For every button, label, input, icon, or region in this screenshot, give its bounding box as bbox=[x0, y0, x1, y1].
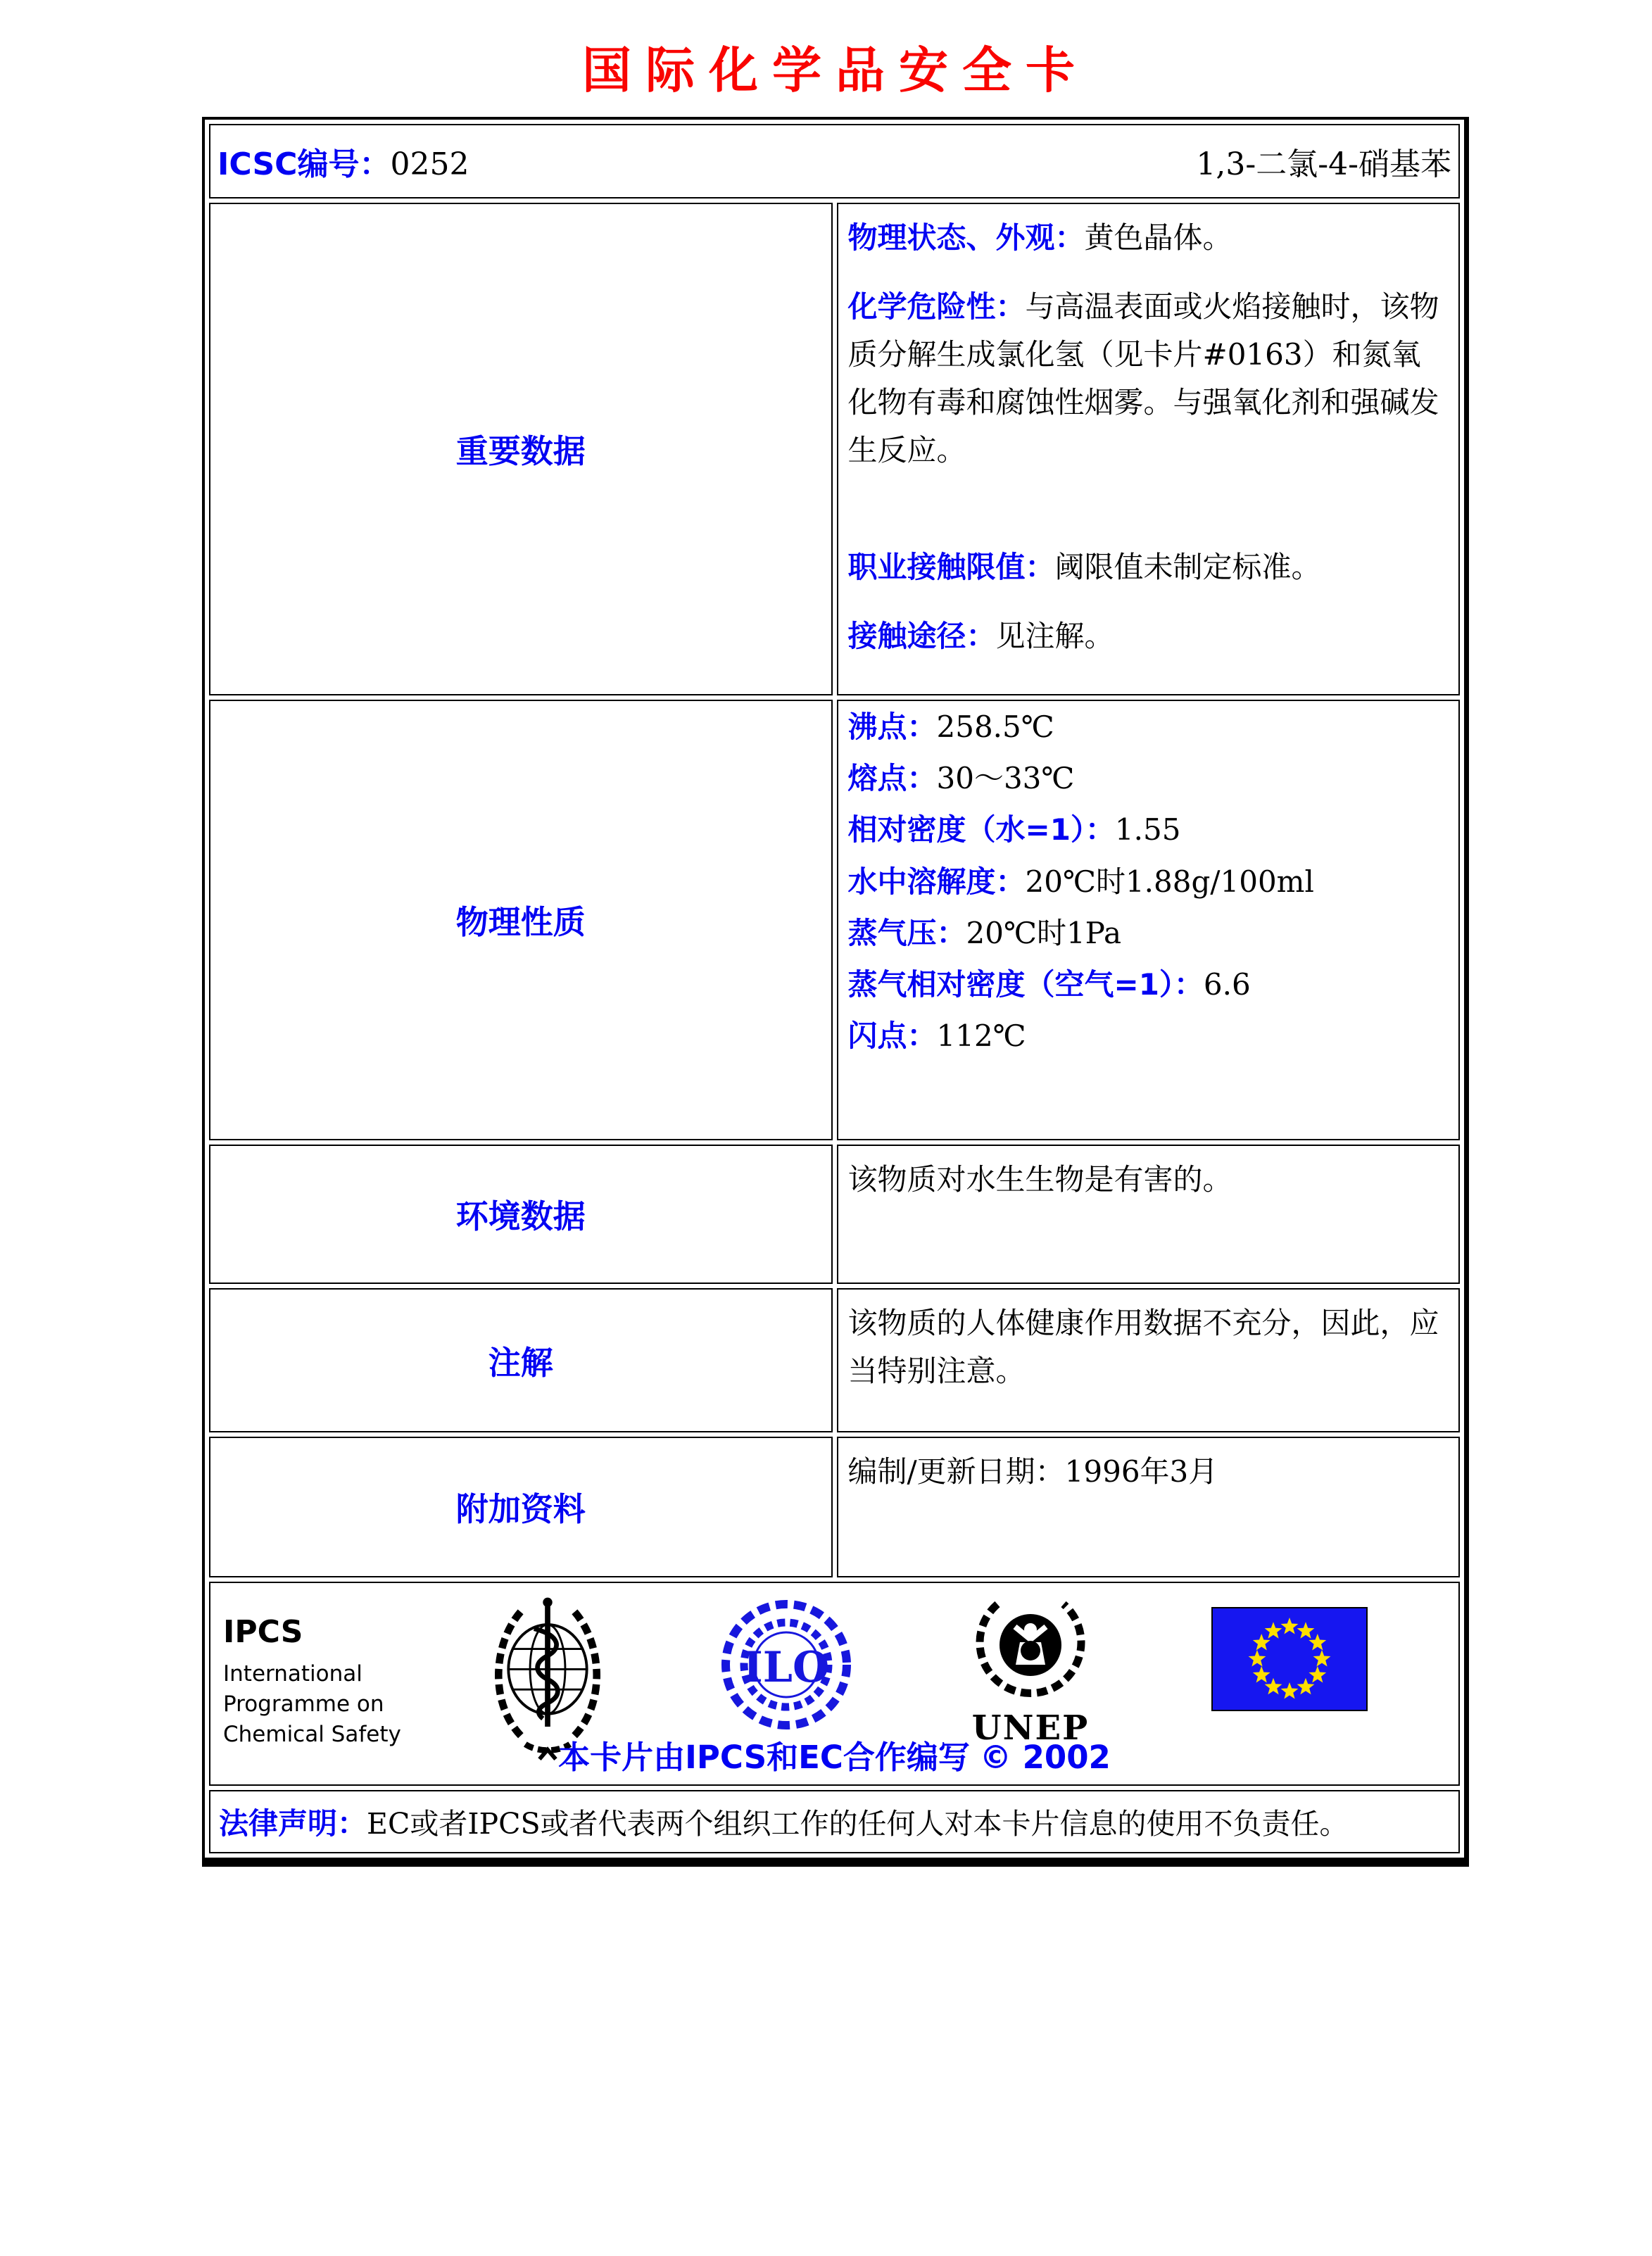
field-melting-point: 熔点：30～33℃ bbox=[847, 761, 1075, 796]
field-vapor-pressure: 蒸气压：20℃时1Pa bbox=[847, 915, 1122, 950]
field-vapor-relative-density: 蒸气相对密度（空气=1）：6.6 bbox=[847, 966, 1251, 1002]
ipcs-line-3: Chemical Safety bbox=[223, 1721, 401, 1747]
field-boiling-point: 沸点：258.5℃ bbox=[847, 710, 1054, 744]
unep-text: UNEP bbox=[971, 1708, 1090, 1748]
important-data-row bbox=[209, 203, 1460, 695]
disclaimer-cell bbox=[209, 1790, 1460, 1853]
section-label-environmental-data: 环境数据 bbox=[209, 1145, 833, 1284]
section-content-physical-properties bbox=[837, 700, 1461, 1140]
section-content-notes bbox=[837, 1288, 1461, 1432]
field-update-date: 编制/更新日期：1996年3月 bbox=[847, 1454, 1218, 1489]
icsc-number-value: 0252 bbox=[390, 146, 469, 182]
disclaimer-text: EC或者IPCS或者代表两个组织工作的任何人对本卡片信息的使用不负责任。 bbox=[367, 1807, 1349, 1841]
disclaimer-label: 法律声明： bbox=[219, 1806, 367, 1841]
ilo-logo-icon bbox=[721, 1594, 852, 1735]
field-exposure-routes: 接触途径：见注解。 bbox=[847, 619, 1114, 654]
environmental-data-row bbox=[209, 1145, 1460, 1284]
page-title: 国际化学品安全卡 bbox=[582, 41, 1089, 99]
section-content-important-data bbox=[837, 203, 1461, 695]
chemical-name: 1,3-二氯-4-硝基苯 bbox=[1196, 146, 1451, 182]
header-cell bbox=[209, 124, 1460, 198]
physical-properties-row bbox=[209, 700, 1460, 1140]
field-notes-text: 该物质的人体健康作用数据不充分，因此，应当特别注意。 bbox=[847, 1306, 1439, 1389]
footer-row bbox=[209, 1582, 1460, 1786]
section-label-physical-properties: 物理性质 bbox=[209, 700, 833, 1140]
section-label-important-data: 重要数据 bbox=[209, 203, 833, 695]
field-water-solubility: 水中溶解度：20℃时1.88g/100ml bbox=[847, 864, 1314, 899]
icsc-number-group bbox=[217, 139, 469, 184]
header-row bbox=[209, 124, 1460, 198]
section-label-additional-info: 附加资料 bbox=[209, 1437, 833, 1577]
ipcs-title: IPCS bbox=[223, 1614, 303, 1650]
footer-cell bbox=[209, 1582, 1460, 1786]
field-chemical-danger: 化学危险性：与高温表面或火焰接触时，该物质分解生成氯化氢（见卡片#0163）和氮氧化物有毒和腐蚀性烟雾。与强氧化剂和强碱发生反应。 bbox=[847, 289, 1439, 468]
ilo-text: ILO bbox=[743, 1643, 830, 1692]
credit-text: 本卡片由IPCS和EC合作编写 bbox=[558, 1739, 970, 1776]
credit-copyright: © 2002 bbox=[979, 1739, 1111, 1776]
ipcs-line-2: Programme on bbox=[223, 1691, 384, 1718]
unep-logo-icon bbox=[971, 1592, 1090, 1704]
icsc-card-table bbox=[202, 117, 1469, 1867]
field-environmental-note: 该物质对水生生物是有害的。 bbox=[847, 1162, 1232, 1197]
section-label-notes: 注解 bbox=[209, 1288, 833, 1432]
field-physical-state: 物理状态、外观：黄色晶体。 bbox=[847, 220, 1232, 255]
disclaimer-row bbox=[209, 1790, 1460, 1853]
unep-logo-block bbox=[967, 1592, 1094, 1748]
section-content-environmental-data bbox=[837, 1145, 1461, 1284]
icsc-number-label: ICSC编号： bbox=[217, 146, 391, 182]
section-content-additional-info bbox=[837, 1437, 1461, 1577]
notes-row bbox=[209, 1288, 1460, 1432]
ipcs-block bbox=[223, 1615, 401, 1750]
credit-line bbox=[210, 1732, 1458, 1777]
eu-flag-icon bbox=[1211, 1607, 1368, 1711]
field-flash-point: 闪点：112℃ bbox=[847, 1019, 1026, 1054]
additional-info-row bbox=[209, 1437, 1460, 1577]
field-relative-density: 相对密度（水=1）：1.55 bbox=[847, 812, 1181, 847]
ipcs-line-1: International bbox=[223, 1661, 362, 1687]
field-occupational-limit: 职业接触限值：阈限值未制定标准。 bbox=[847, 550, 1321, 585]
